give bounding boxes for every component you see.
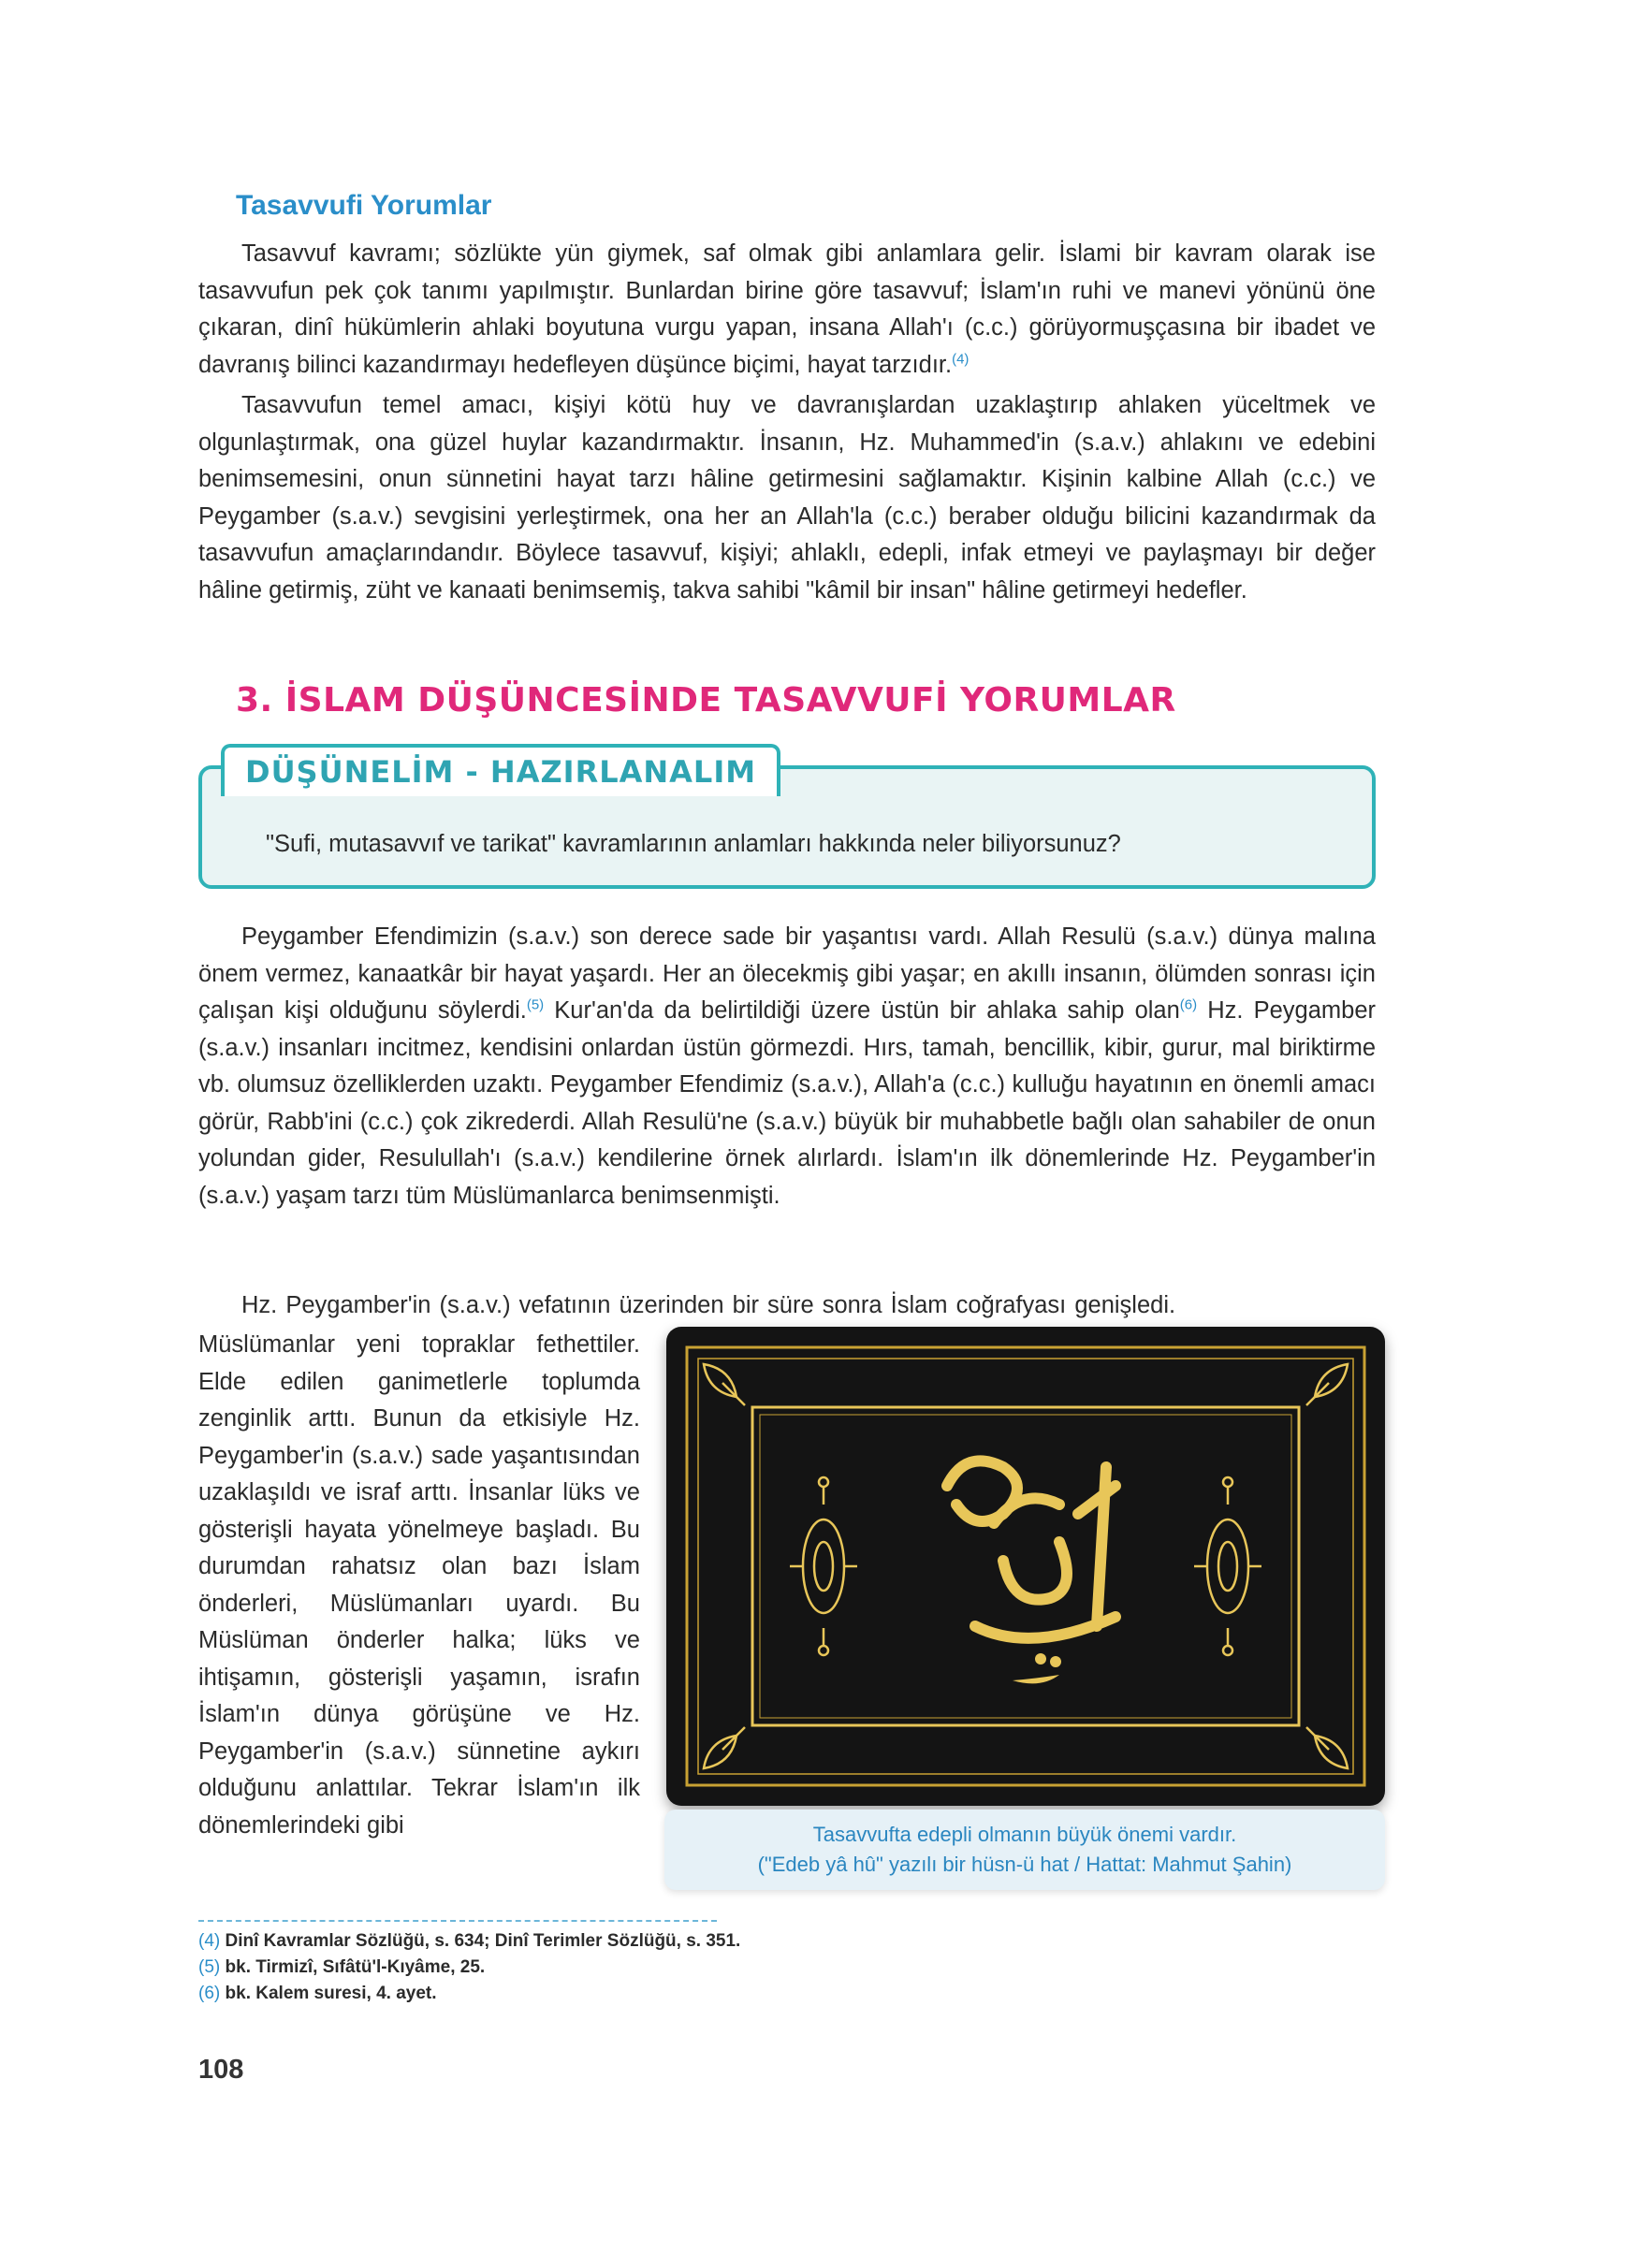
- footnote-4: (4) Dinî Kavramlar Sözlüğü, s. 634; Dinî Terimler Sözlüğü, s. 351.: [198, 1931, 741, 1951]
- intro-paragraph-1: Tasavvuf kavramı; sözlükte yün giymek, saf olmak gibi anlamlara gelir. İslami bir kavram olarak ise tasavvufun pek çok tanımı yapılmıştır. Bunlardan birine göre tasavvuf; İslam'ın ruhi ve manevi yönünü öne çıkaran, dinî hükümlerin ahlaki boyutuna vurgu yapan, insana Allah'ı (c.c.) görüyormuşçasına bir ibadet ve davranış bilinci kazandırmayı hedefleyen düşünce biçimi, hayat tarzıdır.$^{(4)}$: [198, 240, 1376, 378]
- calligraphy-strokes: [947, 1461, 1115, 1638]
- think-box-question: "Sufi, mutasavvıf ve tarikat" kavramlarının anlamları hakkında neler biliyorsunuz?: [266, 831, 1121, 857]
- subheading: Tasavvufi Yorumlar: [236, 190, 492, 221]
- footnote-ref-4[interactable]: (4): [952, 351, 970, 367]
- footnote-5: (5) bk. Tirmizî, Sıfâtü'l-Kıyâme, 25.: [198, 1957, 486, 1977]
- artwork-caption: [664, 1810, 1385, 1890]
- left-medallion-ornament: [790, 1477, 857, 1655]
- footnote-ref-5[interactable]: (5): [526, 996, 545, 1013]
- body-paragraph-2-first-line: Hz. Peygamber'in (s.a.v.) vefatının üzerinden bir süre sonra İslam coğrafyası genişledi.: [241, 1292, 1176, 1318]
- section-title: 3. İSLAM DÜŞÜNCESİNDE TASAVVUFİ YORUMLAR: [236, 681, 1176, 720]
- think-box-title-tab: [221, 744, 780, 796]
- right-medallion-ornament: [1194, 1477, 1261, 1655]
- page-number: 108: [198, 2055, 244, 2085]
- think-box-title: DÜŞÜNELİM - HAZIRLANALIM: [245, 754, 757, 790]
- body-paragraph-2-column: Müslümanlar yeni topraklar fethettiler. Elde edilen ganimetlerle toplumda zenginlik arttı. Bunun da etkisiyle Hz. Peygamber'in (s.a.v.) sade yaşantısından uzaklaşıldı ve israf arttı. İnsanlar lüks ve gösterişli hayata yönelmeye başladı. Bu durumdan rahatsız olan bazı İslam önderleri, Müslümanları uyardı. Bu Müslüman önderler halka; lüks ve ihtişamın, gösterişli yaşamın, israfın İslam'ın dünya görüşüne ve Hz. Peygamber'in (s.a.v.) sünnetine aykırı olduğunu anlattılar. Tekrar İslam'ın ilk dönemlerindeki gibi: [198, 1331, 640, 1839]
- caption-line-2: ("Edeb yâ hû" yazılı bir hüsn-ü hat / Hattat: Mahmut Şahin): [757, 1853, 1292, 1876]
- intro-paragraph-2: Tasavvufun temel amacı, kişiyi kötü huy ve davranışlardan uzaklaştırıp ahlaken yüceltmek ve olgunlaştırmak, ona güzel huylar kazandırmaktır. İnsanın, Hz. Muhammed'in (s.a.v.) ahlakını ve edebini benimsemesini, onun sünnetini hayat tarzı hâline getirmesini sağlamaktır. Kişinin kalbine Allah (c.c.) ve Peygamber (s.a.v.) sevgisini yerleştirmek, ona her an Allah'la (c.c.) beraber olduğu bilicini kazandırmak da tasavvufun amaçlarındandır. Böylece tasavvuf, kişiyi; ahlaklı, edepli, infak etmeyi ve paylaşmayı bir değer hâline getirmiş, züht ve kanaati benimsemiş, takva sahibi "kâmil bir insan" hâline getirmeyi hedefler.: [198, 392, 1376, 603]
- footnote-divider: [198, 1920, 717, 1922]
- caption-line-1: Tasavvufta edepli olmanın büyük önemi vardır.: [812, 1823, 1237, 1846]
- body-paragraph-1: Peygamber Efendimizin (s.a.v.) son derece sade bir yaşantısı vardı. Allah Resulü (s.a.v.) dünya malına önem vermez, kanaatkâr bir hayat yaşardı. Her an ölecekmiş gibi yaşar; en akıllı insanın, ölümden sonrası için çalışan kişi olduğunu söylerdi.$^{(5)}$ Kur'an'da da belirtildiği üzere üstün bir ahlaka sahip olan$^{(6)}$ Hz. Peygamber (s.a.v.) insanları incitmez, kendisini onlardan üstün görmezdi. Hırs, tamah, bencillik, kibir, gurur, mal biriktirme vb. olumsuz özelliklerden uzaktı. Peygamber Efendimiz (s.a.v.), Allah'a (c.c.) kulluğu hayatının en önemli amacı görür, Rabb'ini (c.c.) çok zikrederdi. Allah Resulü'ne (s.a.v.) büyük bir muhabbetle bağlı olan sahabiler de onun yolundan gider, Resulullah'ı (s.a.v.) kendilerine örnek alırlardı. İslam'ın ilk dönemlerinde Hz. Peygamber'in (s.a.v.) yaşam tarzı tüm Müslümanlarca benimsenmişti.: [198, 923, 1376, 1209]
- calligraphy-frame-svg: [666, 1327, 1385, 1806]
- calligraphy-artwork: [666, 1327, 1385, 1806]
- footnote-ref-6[interactable]: (6): [1179, 996, 1198, 1013]
- footnote-6: (6) bk. Kalem suresi, 4. ayet.: [198, 1984, 437, 2003]
